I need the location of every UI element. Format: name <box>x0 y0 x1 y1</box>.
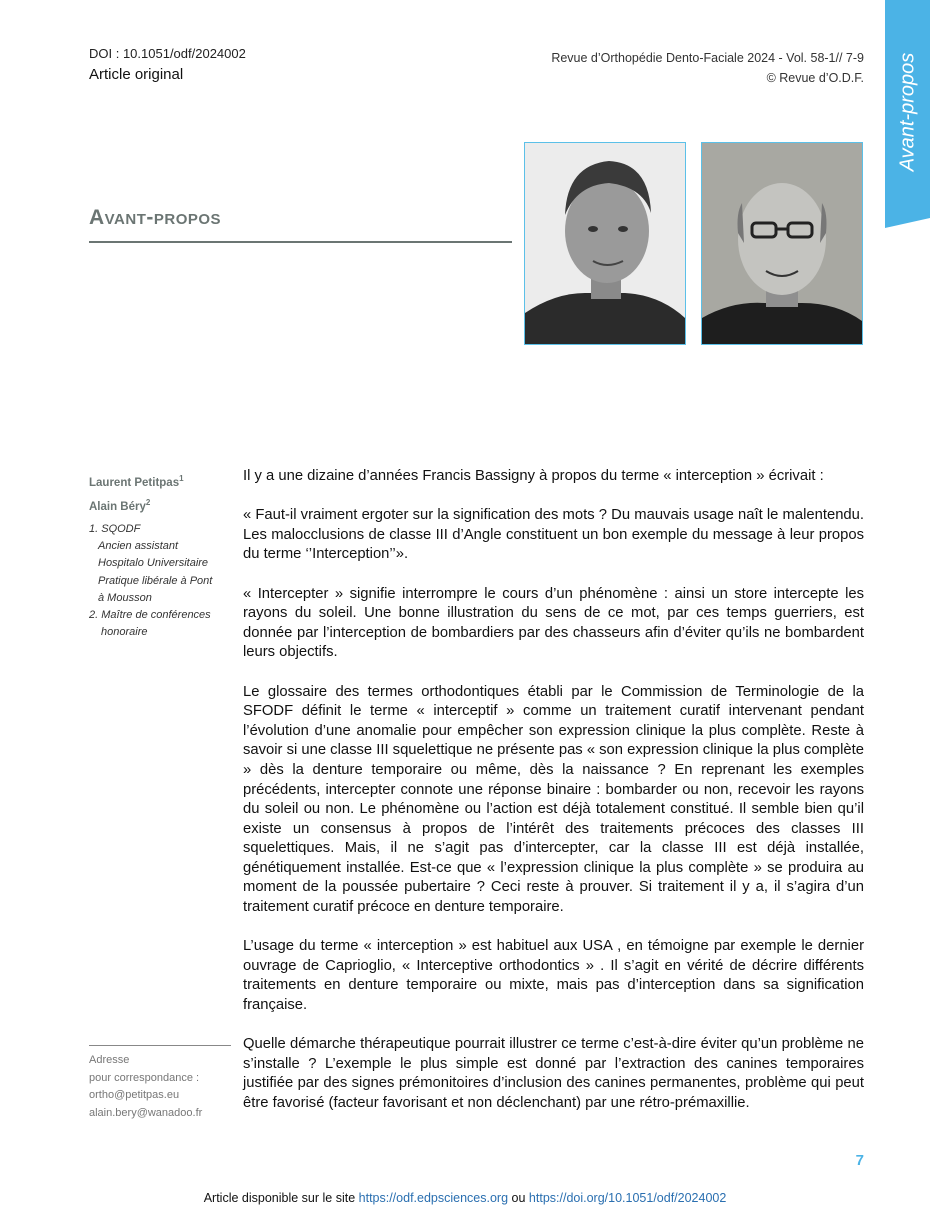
journal-title-line: Revue d’Orthopédie Dento-Faciale 2024 - Vol. 58-1// 7-9 <box>551 51 864 65</box>
footer-prefix: Article disponible sur le site <box>203 1191 356 1205</box>
footer-middle: ou <box>511 1191 526 1205</box>
paragraph-6: Quelle démarche thérapeutique pourrait illustrer ce terme c’est-à-dire éviter qu’un problème ne s’installe ? L’exemple le plus simple est donné par l’extraction des canines temporaires justifiée par des signes prémonitoires d’inclusion des canines permanentes, problème qui peut être favorisé (facteur favorisant et non déclenchant) par une rétro-prémaxillie. <box>243 1036 864 1111</box>
article-body <box>243 467 864 1133</box>
author-name: Alain Béry <box>89 500 146 513</box>
author-2 <box>89 493 184 517</box>
email-bery[interactable]: alain.bery@wanadoo.fr <box>89 1106 203 1119</box>
side-tab-label: Avant-propos <box>896 52 918 172</box>
author-list <box>89 469 184 517</box>
author-name: Laurent Petitpas <box>89 476 180 489</box>
author-affil-number: 2 <box>145 497 151 507</box>
author-photo-bery <box>701 142 863 345</box>
affil-1-line: Hospitalo Universitaire <box>98 557 209 570</box>
paragraph-2: « Faut-il vraiment ergoter sur la signification des mots ? Du mauvais usage naît le malentendu. Les malocclusions de classe III d’Angle constituent un bon exemple du message à leur propos du terme ‘’Interception’’». <box>243 507 864 563</box>
doi-label: DOI : 10.1051/odf/2024002 <box>89 46 246 61</box>
portrait-petitpas-image <box>525 143 685 344</box>
section-side-tab <box>885 0 930 218</box>
affiliations <box>89 521 212 641</box>
correspondence-label: pour correspondance : <box>89 1071 200 1084</box>
author-affil-number: 1 <box>179 474 184 483</box>
correspondence-label: Adresse <box>89 1054 130 1066</box>
author-photo-petitpas <box>524 142 686 345</box>
correspondence-block <box>89 1052 202 1122</box>
affil-2-line: honoraire <box>101 626 148 639</box>
paragraph-3: « Intercepter » signifie interrompre le cours d’un phénomène : ainsi un store intercepte les rayons du soleil. Une bonne illustration du sens de ce mot, par ces temps guerriers, est donnée par l’interception de bombardiers par des chasseurs afin d’éviter qu’ils ne bombardent leurs objectifs. <box>243 585 864 661</box>
footer <box>0 1191 930 1205</box>
author-1 <box>89 469 184 493</box>
paragraph-5: L’usage du terme « interception » est habituel aux USA , en témoigne par exemple le dernier ouvrage de Caprioglio, « Interceptive orthodontics » . Il s’agit en vérité de décrire différents traitements en denture temporaire ou mixte, mais pas d’interception dans sa signification française. <box>243 938 864 1014</box>
section-title: Avant-propos <box>89 206 222 229</box>
paragraph-4: Le glossaire des termes orthodontiques établi par le Commission de Terminologie de la SFODF définit le terme « interceptif » comme un traitement curatif intervenant pendant l’évolution d’une anomalie pour empêcher son expression clinique la plus complète. Reste à savoir si une classe III squelettique ne présente pas « son expression clinique la plus complète » dès la denture temporaire ou même, dès la naissance ? En reprenant les exemples précédents, intercepter connote une réponse binaire : bombarder ou non, recevoir les rayons du soleil ou non. Le phénomène ou l’action est déjà totalement constitué. Il semble bien qu’il existe un consensus à propos de l’intérêt des traitements précoces des classes III squelettiques. Mais, il ne s’agit pas d’intercepter, car la classe III est déjà installée, génétiquement installée. Est-ce que « l’expression clinique la plus complète » se produira au moment de la poussée pubertaire ? Ceci reste à prouver. Si traitement il y a, il s’agira d’un traitement curatif précoce en denture temporaire. <box>243 683 865 916</box>
page-number: 7 <box>855 1152 864 1169</box>
journal-citation <box>551 48 864 88</box>
affil-1-line: Pratique libérale à Pont <box>98 574 213 587</box>
paragraph-1: Il y a une dizaine d’années Francis Bassigny à propos du terme « interception » écrivait : <box>243 468 824 484</box>
affil-1-line: à Mousson <box>98 591 152 604</box>
title-underline <box>89 241 512 243</box>
affil-1-line: Ancien assistant <box>98 540 179 553</box>
article-type: Article original <box>89 66 184 83</box>
correspondence-divider <box>89 1045 231 1046</box>
email-petitpas[interactable]: ortho@petitpas.eu <box>89 1089 180 1101</box>
footer-link-site[interactable]: https://odf.edpsciences.org <box>358 1191 509 1205</box>
affil-1-number: 1. SQODF <box>89 523 141 535</box>
footer-link-doi[interactable]: https://doi.org/10.1051/odf/2024002 <box>528 1191 727 1205</box>
portrait-bery-image <box>702 143 862 344</box>
affil-2-number: 2. Maître de conférences <box>89 609 211 622</box>
copyright-line: © Revue d’O.D.F. <box>766 71 864 85</box>
